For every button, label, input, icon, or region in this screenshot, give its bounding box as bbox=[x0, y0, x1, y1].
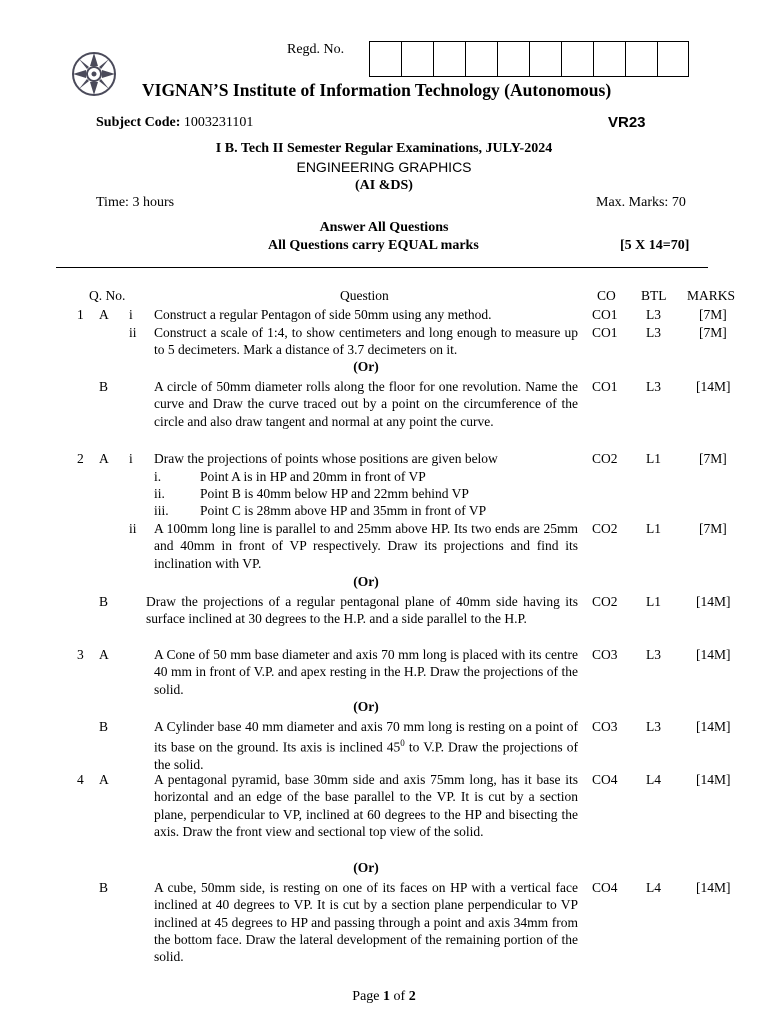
question-text: A 100mm long line is parallel to and 25mm above HP. Its two ends are 25mm and 40mm in front of VP respectively. Draw its projections and find its inclination with VP. bbox=[154, 521, 578, 571]
or-separator: (Or) bbox=[353, 359, 379, 374]
question-co: CO1 bbox=[592, 307, 618, 322]
question-part: B bbox=[99, 379, 109, 394]
subject-name: ENGINEERING GRAPHICS bbox=[296, 159, 472, 175]
question-btl: L3 bbox=[646, 647, 661, 662]
question-co: CO1 bbox=[592, 379, 618, 394]
question-number: 4 bbox=[77, 772, 84, 787]
question-co: CO2 bbox=[592, 521, 618, 536]
institute-name: VIGNAN’S Institute of Information Technology (Autonomous) bbox=[142, 80, 612, 100]
list-roman: i. bbox=[154, 469, 162, 484]
col-marks: MARKS bbox=[687, 288, 736, 303]
regd-digit-box[interactable] bbox=[657, 41, 689, 77]
list-roman: ii. bbox=[154, 486, 165, 501]
col-btl: BTL bbox=[641, 288, 667, 303]
question-sub: ii bbox=[129, 325, 137, 340]
question-btl: L1 bbox=[646, 451, 661, 466]
list-text: Point B is 40mm below HP and 22mm behind VP bbox=[200, 486, 469, 501]
question-part: A bbox=[99, 772, 109, 787]
exam-time: Time: 3 hours bbox=[96, 195, 175, 210]
question-btl: L3 bbox=[646, 379, 661, 394]
question-text: A circle of 50mm diameter rolls along the floor for one revolution. Name the curve and Draw the curve traced out by a point on the circumference of the circle and also draw tangent and normal at any point the curve. bbox=[154, 379, 578, 429]
regd-digit-box[interactable] bbox=[433, 41, 465, 77]
question-text-part: A Cylinder base 40 mm diameter and axis 70 mm long is resting on a point of its base on the ground. Its axis is inclined 45 bbox=[154, 719, 578, 755]
regd-digit-box[interactable] bbox=[561, 41, 593, 77]
question-marks: [14M] bbox=[696, 647, 731, 662]
question-btl: L1 bbox=[646, 594, 661, 609]
question-marks: [14M] bbox=[696, 772, 731, 787]
question-marks: [14M] bbox=[696, 379, 731, 394]
regd-digit-box[interactable] bbox=[401, 41, 433, 77]
or-separator: (Or) bbox=[353, 699, 379, 714]
footer-page-num: 1 bbox=[383, 989, 391, 1004]
regd-digit-box[interactable] bbox=[625, 41, 657, 77]
question-text: Draw the projections of a regular pentagonal plane of 40mm side having its surface inclined at 30 degrees to the H.P. and a side parallel to the H.P. bbox=[146, 594, 578, 627]
footer-page-total: 2 bbox=[408, 989, 416, 1004]
question-text: A Cone of 50 mm base diameter and axis 70 mm long is placed with its centre 40 mm in front of V.P. and apex resting in the H.P. Draw the projections of the solid. bbox=[154, 647, 578, 697]
list-item bbox=[154, 468, 578, 485]
list-item bbox=[154, 502, 578, 519]
question-text-part: to V.P. Draw the projections of the solid. bbox=[154, 739, 578, 773]
header-divider bbox=[56, 267, 708, 268]
subject-code bbox=[96, 115, 253, 131]
question-btl: L1 bbox=[646, 521, 661, 536]
question-co: CO2 bbox=[592, 594, 618, 609]
question-sub: ii bbox=[129, 521, 137, 536]
question-part: B bbox=[99, 880, 109, 895]
footer-of: of bbox=[390, 989, 409, 1004]
degree-superscript: 0 bbox=[400, 738, 405, 749]
question-co: CO3 bbox=[592, 719, 618, 734]
regd-no-boxes[interactable] bbox=[369, 41, 689, 77]
question-text bbox=[154, 718, 578, 773]
question-co: CO3 bbox=[592, 647, 618, 662]
question-part: B bbox=[99, 719, 109, 734]
question-part: A bbox=[99, 451, 109, 466]
question-btl: L3 bbox=[646, 307, 661, 322]
question-co: CO1 bbox=[592, 325, 618, 340]
page-footer bbox=[0, 989, 768, 1005]
or-separator: (Or) bbox=[353, 574, 379, 589]
branch: (AI &DS) bbox=[355, 178, 413, 193]
question-btl: L3 bbox=[646, 325, 661, 340]
or-separator: (Or) bbox=[353, 860, 379, 875]
regd-digit-box[interactable] bbox=[369, 41, 401, 77]
regulation: VR23 bbox=[608, 114, 646, 131]
question-co: CO4 bbox=[592, 772, 618, 787]
list-text: Point A is in HP and 20mm in front of VP bbox=[200, 469, 426, 484]
question-number: 3 bbox=[77, 647, 84, 662]
question-btl: L4 bbox=[646, 772, 661, 787]
regd-digit-box[interactable] bbox=[593, 41, 625, 77]
question-text: Construct a scale of 1:4, to show centimeters and long enough to measure up to 5 decimeters. Mark a distance of 3.7 decimeters on it. bbox=[154, 325, 578, 358]
regd-digit-box[interactable] bbox=[529, 41, 561, 77]
question-marks: [7M] bbox=[699, 307, 727, 322]
col-co: CO bbox=[597, 288, 616, 303]
regd-no-label: Regd. No. bbox=[287, 42, 345, 57]
marks-allocation: [5 X 14=70] bbox=[620, 238, 690, 253]
question-sub: i bbox=[129, 451, 133, 466]
exam-title: I B. Tech II Semester Regular Examinations, JULY-2024 bbox=[215, 141, 553, 156]
subject-code-label: Subject Code: bbox=[96, 115, 181, 130]
question-sub: i bbox=[129, 307, 133, 322]
question-btl: L4 bbox=[646, 880, 661, 895]
max-marks: Max. Marks: 70 bbox=[596, 195, 686, 210]
list-text: Point C is 28mm above HP and 35mm in front of VP bbox=[200, 503, 487, 518]
question-text: A pentagonal pyramid, base 30mm side and axis 75mm long, has it base its horizontal and an edge of the base parallel to the VP. It is cut by a section plane, perpendicular to VP, inclined at 60 degrees to the HP and bisecting the axis. Draw the front view and sectional top view of the solid. bbox=[154, 772, 578, 839]
question-number: 1 bbox=[77, 307, 84, 322]
list-roman: iii. bbox=[154, 503, 169, 518]
footer-prefix: Page bbox=[352, 989, 384, 1004]
question-marks: [14M] bbox=[696, 594, 731, 609]
list-item bbox=[154, 485, 578, 502]
question-text: Draw the projections of points whose positions are given below bbox=[154, 451, 498, 466]
institute-logo bbox=[72, 52, 116, 96]
question-co: CO2 bbox=[592, 451, 618, 466]
question-text: A cube, 50mm side, is resting on one of its faces on HP with a vertical face inclined at 40 degrees to VP. It is cut by a section plane perpendicular to VP inclined at 45 degrees to HP and passing through a point and axis 34mm from the bottom face. Draw the lateral development of the remaining portion of the solid. bbox=[154, 880, 578, 965]
regd-digit-box[interactable] bbox=[497, 41, 529, 77]
col-qno: Q. No. bbox=[89, 288, 126, 303]
question-number: 2 bbox=[77, 451, 84, 466]
regd-digit-box[interactable] bbox=[465, 41, 497, 77]
question-marks: [7M] bbox=[699, 451, 727, 466]
instruction-equal-marks: All Questions carry EQUAL marks bbox=[268, 238, 479, 253]
col-question: Question bbox=[340, 288, 389, 303]
subject-code-value: 1003231101 bbox=[183, 115, 254, 130]
question-part: B bbox=[99, 594, 109, 609]
question-part: A bbox=[99, 307, 109, 322]
question-co: CO4 bbox=[592, 880, 618, 895]
question-marks: [7M] bbox=[699, 521, 727, 536]
question-btl: L3 bbox=[646, 719, 661, 734]
question-part: A bbox=[99, 647, 109, 662]
question-text: Construct a regular Pentagon of side 50mm using any method. bbox=[154, 307, 492, 322]
question-marks: [14M] bbox=[696, 719, 731, 734]
instruction-answer-all: Answer All Questions bbox=[319, 220, 449, 235]
question-marks: [7M] bbox=[699, 325, 727, 340]
question-marks: [14M] bbox=[696, 880, 731, 895]
